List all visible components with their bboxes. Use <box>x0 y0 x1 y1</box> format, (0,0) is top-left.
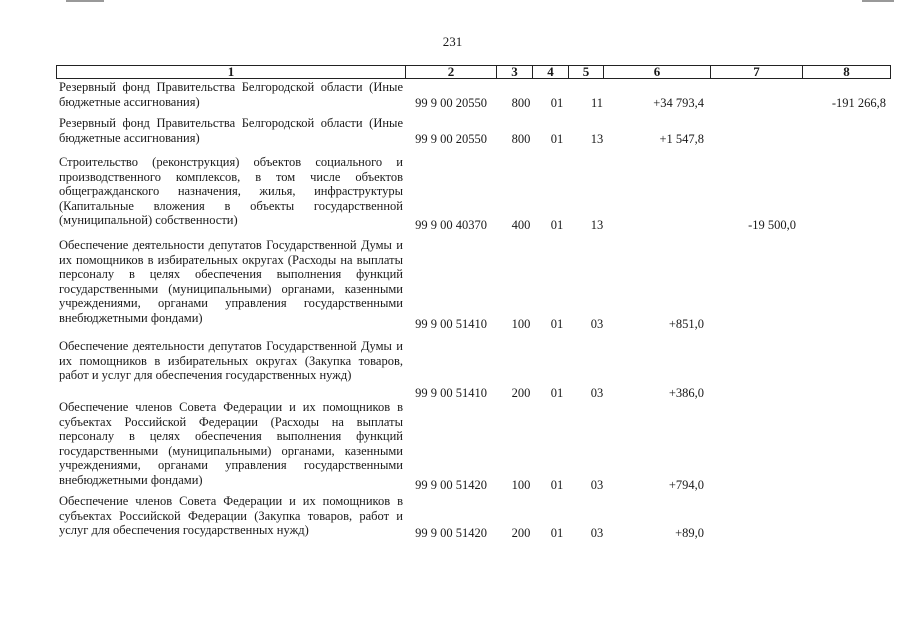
row-col3: 800 <box>511 132 531 146</box>
row-col6: +794,0 <box>668 478 704 492</box>
row-col5: 03 <box>590 478 604 492</box>
column-header-3: 3 <box>497 66 533 78</box>
row-col3: 400 <box>511 218 531 232</box>
row-description: Резервный фонд Правительства Белгородской области (Иные бюджетные ассигнования) <box>59 116 403 145</box>
row-col4: 01 <box>550 317 564 331</box>
row-description: Резервный фонд Правительства Белгородской области (Иные бюджетные ассигнования) <box>59 80 403 109</box>
row-col7: -19 500,0 <box>748 218 796 232</box>
table-header <box>56 65 891 79</box>
row-col4: 01 <box>550 526 564 540</box>
row-col6: +1 547,8 <box>659 132 704 146</box>
row-col4: 01 <box>550 478 564 492</box>
row-code: 99 9 00 51420 <box>415 526 487 540</box>
scan-edge-mark <box>862 0 894 2</box>
column-header-2: 2 <box>406 66 497 78</box>
scan-edge-mark <box>66 0 104 2</box>
row-col5: 03 <box>590 526 604 540</box>
column-header-6: 6 <box>604 66 711 78</box>
column-header-5: 5 <box>569 66 604 78</box>
row-col8: -191 266,8 <box>831 96 886 110</box>
column-header-1: 1 <box>57 66 406 78</box>
row-description: Обеспечение членов Совета Федерации и их помощников в субъектах Российской Федерации (Закупка товаров, работ и услуг для обеспечения государственных нужд) <box>59 494 403 537</box>
row-col3: 200 <box>511 526 531 540</box>
row-code: 99 9 00 51420 <box>415 478 487 492</box>
row-col5: 13 <box>590 218 604 232</box>
row-description: Обеспечение деятельности депутатов Государственной Думы и их помощников в избирательных округах (Закупка товаров, работ и услуг для обеспечения государственных нужд) <box>59 339 403 382</box>
row-col6: +34 793,4 <box>653 96 704 110</box>
row-col4: 01 <box>550 132 564 146</box>
row-col6: +89,0 <box>675 526 704 540</box>
row-col3: 100 <box>511 478 531 492</box>
row-col4: 01 <box>550 218 564 232</box>
row-col3: 800 <box>511 96 531 110</box>
row-col4: 01 <box>550 96 564 110</box>
row-col5: 03 <box>590 317 604 331</box>
row-col6: +386,0 <box>668 386 704 400</box>
row-col4: 01 <box>550 386 564 400</box>
row-code: 99 9 00 20550 <box>415 132 487 146</box>
row-col5: 13 <box>590 132 604 146</box>
row-col6: +851,0 <box>668 317 704 331</box>
column-header-4: 4 <box>533 66 569 78</box>
row-code: 99 9 00 40370 <box>415 218 487 232</box>
row-description: Строительство (реконструкция) объектов социального и производственного комплексов, в том числе объектов общегражданского назначения, жилья, инфраструктуры (Капитальные вложения в объекты государственной (муниципальной) собственности) <box>59 155 403 227</box>
column-header-7: 7 <box>711 66 803 78</box>
row-col5: 03 <box>590 386 604 400</box>
row-code: 99 9 00 51410 <box>415 386 487 400</box>
row-code: 99 9 00 20550 <box>415 96 487 110</box>
row-col3: 200 <box>511 386 531 400</box>
row-description: Обеспечение членов Совета Федерации и их помощников в субъектах Российской Федерации (Расходы на выплаты персоналу в целях обеспечения выполнения функций государственными (муниципальными) органами, казенными учреждениями, органами управления государственными внебюджетными фондами) <box>59 400 403 487</box>
page-number: 231 <box>442 34 463 49</box>
row-col5: 11 <box>590 96 604 110</box>
column-header-8: 8 <box>843 64 850 79</box>
row-col3: 100 <box>511 317 531 331</box>
row-description: Обеспечение деятельности депутатов Государственной Думы и их помощников в избирательных округах (Расходы на выплаты персоналу в целях обеспечения выполнения функций государственными (муниципальными) органами, казенными учреждениями, органами управления государственными внебюджетными фондами) <box>59 238 403 325</box>
row-code: 99 9 00 51410 <box>415 317 487 331</box>
